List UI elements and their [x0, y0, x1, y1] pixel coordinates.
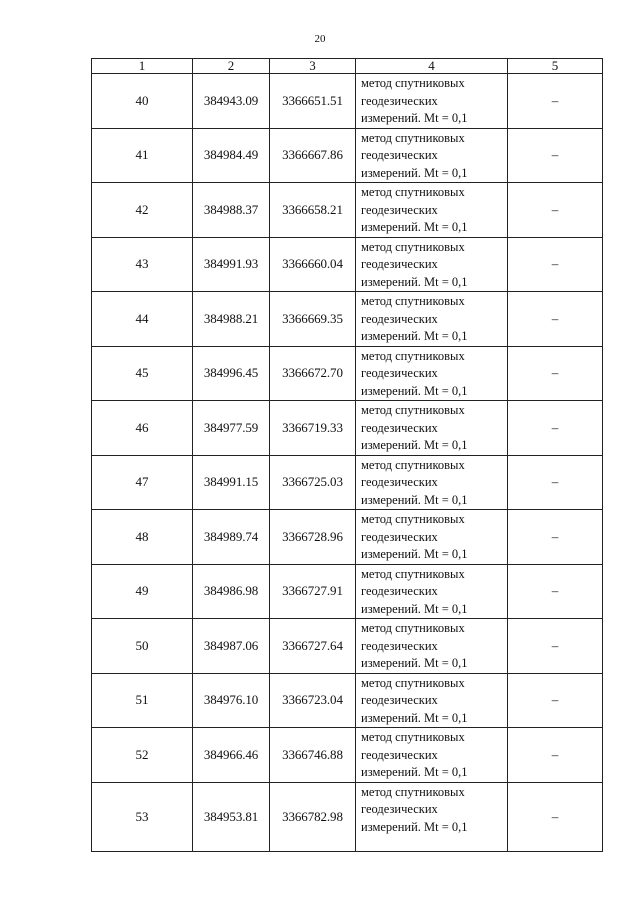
table-row [92, 346, 603, 401]
dash-cell: – [508, 292, 603, 347]
y-coordinate-cell: 3366651.51 [270, 74, 356, 129]
point-number-cell: 44 [92, 292, 193, 347]
method-line-1: метод спутниковых [361, 76, 465, 90]
table-row [92, 401, 603, 456]
method-line-1: метод спутниковых [361, 130, 465, 145]
dash-cell: – [508, 401, 603, 456]
method-line-3: измерений. Mt = 0,1 [361, 819, 468, 834]
y-coordinate-cell: 3366727.91 [270, 564, 356, 619]
method-line-2: геодезических [361, 747, 438, 762]
method-line-2: геодезических [361, 202, 438, 217]
x-coordinate-cell: 384988.37 [193, 183, 270, 238]
dash-cell: – [508, 237, 603, 292]
point-number-cell: 41 [92, 128, 193, 183]
method-line-3: измерений. Mt = 0,1 [361, 383, 468, 398]
x-coordinate-cell: 384991.93 [193, 237, 270, 292]
y-coordinate-cell: 3366723.04 [270, 673, 356, 728]
y-coordinate-cell: 3366728.96 [270, 510, 356, 565]
method-cell [356, 619, 508, 674]
method-line-2: геодезических [361, 311, 438, 326]
y-coordinate-cell: 3366660.04 [270, 237, 356, 292]
dash-cell: – [508, 673, 603, 728]
table-row [92, 673, 603, 728]
method-cell [356, 564, 508, 619]
y-coordinate-cell: 3366719.33 [270, 401, 356, 456]
x-coordinate-cell: 384977.59 [193, 401, 270, 456]
method-cell [356, 455, 508, 510]
dash-cell: – [508, 128, 603, 183]
y-coordinate-cell: 3366672.70 [270, 346, 356, 401]
table-row [92, 782, 603, 851]
method-line-1: метод спутниковых [361, 457, 465, 472]
method-line-3: измерений. Mt = 0,1 [361, 710, 468, 725]
method-line-3: измерений. Mt = 0,1 [361, 656, 468, 670]
x-coordinate-cell: 384966.46 [193, 728, 270, 783]
y-coordinate-cell: 3366727.64 [270, 619, 356, 674]
point-number-cell: 40 [92, 74, 193, 129]
method-line-1: метод спутниковых [361, 730, 465, 744]
method-line-3: измерений. Mt = 0,1 [361, 492, 468, 507]
x-coordinate-cell: 384986.98 [193, 564, 270, 619]
method-line-2: геодезических [361, 93, 438, 108]
method-line-2: геодезических [361, 584, 438, 598]
dash-cell: – [508, 510, 603, 565]
x-coordinate-cell: 384988.21 [193, 292, 270, 347]
method-line-3: измерений. Mt = 0,1 [361, 547, 468, 561]
method-line-1: метод спутниковых [361, 784, 465, 799]
header-col-1: 1 [92, 59, 193, 74]
method-cell [356, 183, 508, 238]
table-row [92, 128, 603, 183]
point-number-cell: 48 [92, 510, 193, 565]
method-line-3: измерений. Mt = 0,1 [361, 438, 468, 452]
table-header-row [92, 59, 603, 74]
method-cell [356, 728, 508, 783]
x-coordinate-cell: 384953.81 [193, 782, 270, 851]
page-number: 20 [314, 33, 326, 45]
point-number-cell: 47 [92, 455, 193, 510]
point-number-cell: 52 [92, 728, 193, 783]
x-coordinate-cell: 384943.09 [193, 74, 270, 129]
method-line-2: геодезических [361, 420, 438, 435]
table-row [92, 619, 603, 674]
point-number-cell: 50 [92, 619, 193, 674]
method-line-2: геодезических [361, 693, 438, 707]
x-coordinate-cell: 384987.06 [193, 619, 270, 674]
method-line-3: измерений. Mt = 0,1 [361, 220, 468, 234]
y-coordinate-cell: 3366669.35 [270, 292, 356, 347]
dash-cell: – [508, 346, 603, 401]
point-number-cell: 49 [92, 564, 193, 619]
table-row [92, 455, 603, 510]
y-coordinate-cell: 3366658.21 [270, 183, 356, 238]
method-line-2: геодезических [361, 638, 438, 653]
header-col-4: 4 [356, 59, 508, 74]
point-number-cell: 42 [92, 183, 193, 238]
method-line-1: метод спутниковых [361, 566, 465, 581]
point-number-cell: 43 [92, 237, 193, 292]
method-cell [356, 346, 508, 401]
method-line-2: геодезических [361, 529, 438, 544]
method-line-3: измерений. Mt = 0,1 [361, 165, 468, 180]
point-number-cell: 53 [92, 782, 193, 851]
method-line-1: метод спутниковых [361, 348, 465, 363]
method-cell [356, 401, 508, 456]
x-coordinate-cell: 384984.49 [193, 128, 270, 183]
method-line-1: метод спутниковых [361, 403, 465, 417]
method-line-3: измерений. Mt = 0,1 [361, 765, 468, 779]
method-line-3: измерений. Mt = 0,1 [361, 111, 468, 125]
table-row [92, 292, 603, 347]
method-line-2: геодезических [361, 366, 438, 380]
method-line-2: геодезических [361, 802, 438, 816]
method-line-1: метод спутниковых [361, 512, 465, 526]
method-cell [356, 673, 508, 728]
x-coordinate-cell: 384996.45 [193, 346, 270, 401]
method-line-1: метод спутниковых [361, 621, 465, 635]
table-row [92, 237, 603, 292]
table-body [92, 74, 603, 852]
table-row [92, 564, 603, 619]
dash-cell: – [508, 619, 603, 674]
table-row [92, 74, 603, 129]
method-line-1: метод спутниковых [361, 675, 465, 690]
x-coordinate-cell: 384976.10 [193, 673, 270, 728]
method-cell [356, 510, 508, 565]
dash-cell: – [508, 455, 603, 510]
method-line-3: измерений. Mt = 0,1 [361, 601, 468, 616]
method-line-2: геодезических [361, 148, 438, 162]
dash-cell: – [508, 728, 603, 783]
table-row [92, 183, 603, 238]
dash-cell: – [508, 183, 603, 238]
x-coordinate-cell: 384991.15 [193, 455, 270, 510]
method-line-3: измерений. Mt = 0,1 [361, 329, 468, 343]
header-col-3: 3 [270, 59, 356, 74]
method-line-2: геодезических [361, 257, 438, 271]
method-line-2: геодезических [361, 475, 438, 489]
method-cell [356, 237, 508, 292]
table-row [92, 510, 603, 565]
method-cell [356, 74, 508, 129]
method-cell [356, 292, 508, 347]
point-number-cell: 45 [92, 346, 193, 401]
method-line-1: метод спутниковых [361, 185, 465, 199]
header-col-2: 2 [193, 59, 270, 74]
dash-cell: – [508, 564, 603, 619]
method-line-1: метод спутниковых [361, 239, 465, 254]
method-cell [356, 782, 508, 851]
y-coordinate-cell: 3366725.03 [270, 455, 356, 510]
coordinates-table [91, 58, 603, 852]
y-coordinate-cell: 3366667.86 [270, 128, 356, 183]
y-coordinate-cell: 3366746.88 [270, 728, 356, 783]
method-cell [356, 128, 508, 183]
method-line-3: измерений. Mt = 0,1 [361, 274, 468, 289]
dash-cell: – [508, 782, 603, 851]
table-row [92, 728, 603, 783]
y-coordinate-cell: 3366782.98 [270, 782, 356, 851]
point-number-cell: 51 [92, 673, 193, 728]
x-coordinate-cell: 384989.74 [193, 510, 270, 565]
point-number-cell: 46 [92, 401, 193, 456]
dash-cell: – [508, 74, 603, 129]
header-col-5: 5 [508, 59, 603, 74]
method-line-1: метод спутниковых [361, 294, 465, 308]
